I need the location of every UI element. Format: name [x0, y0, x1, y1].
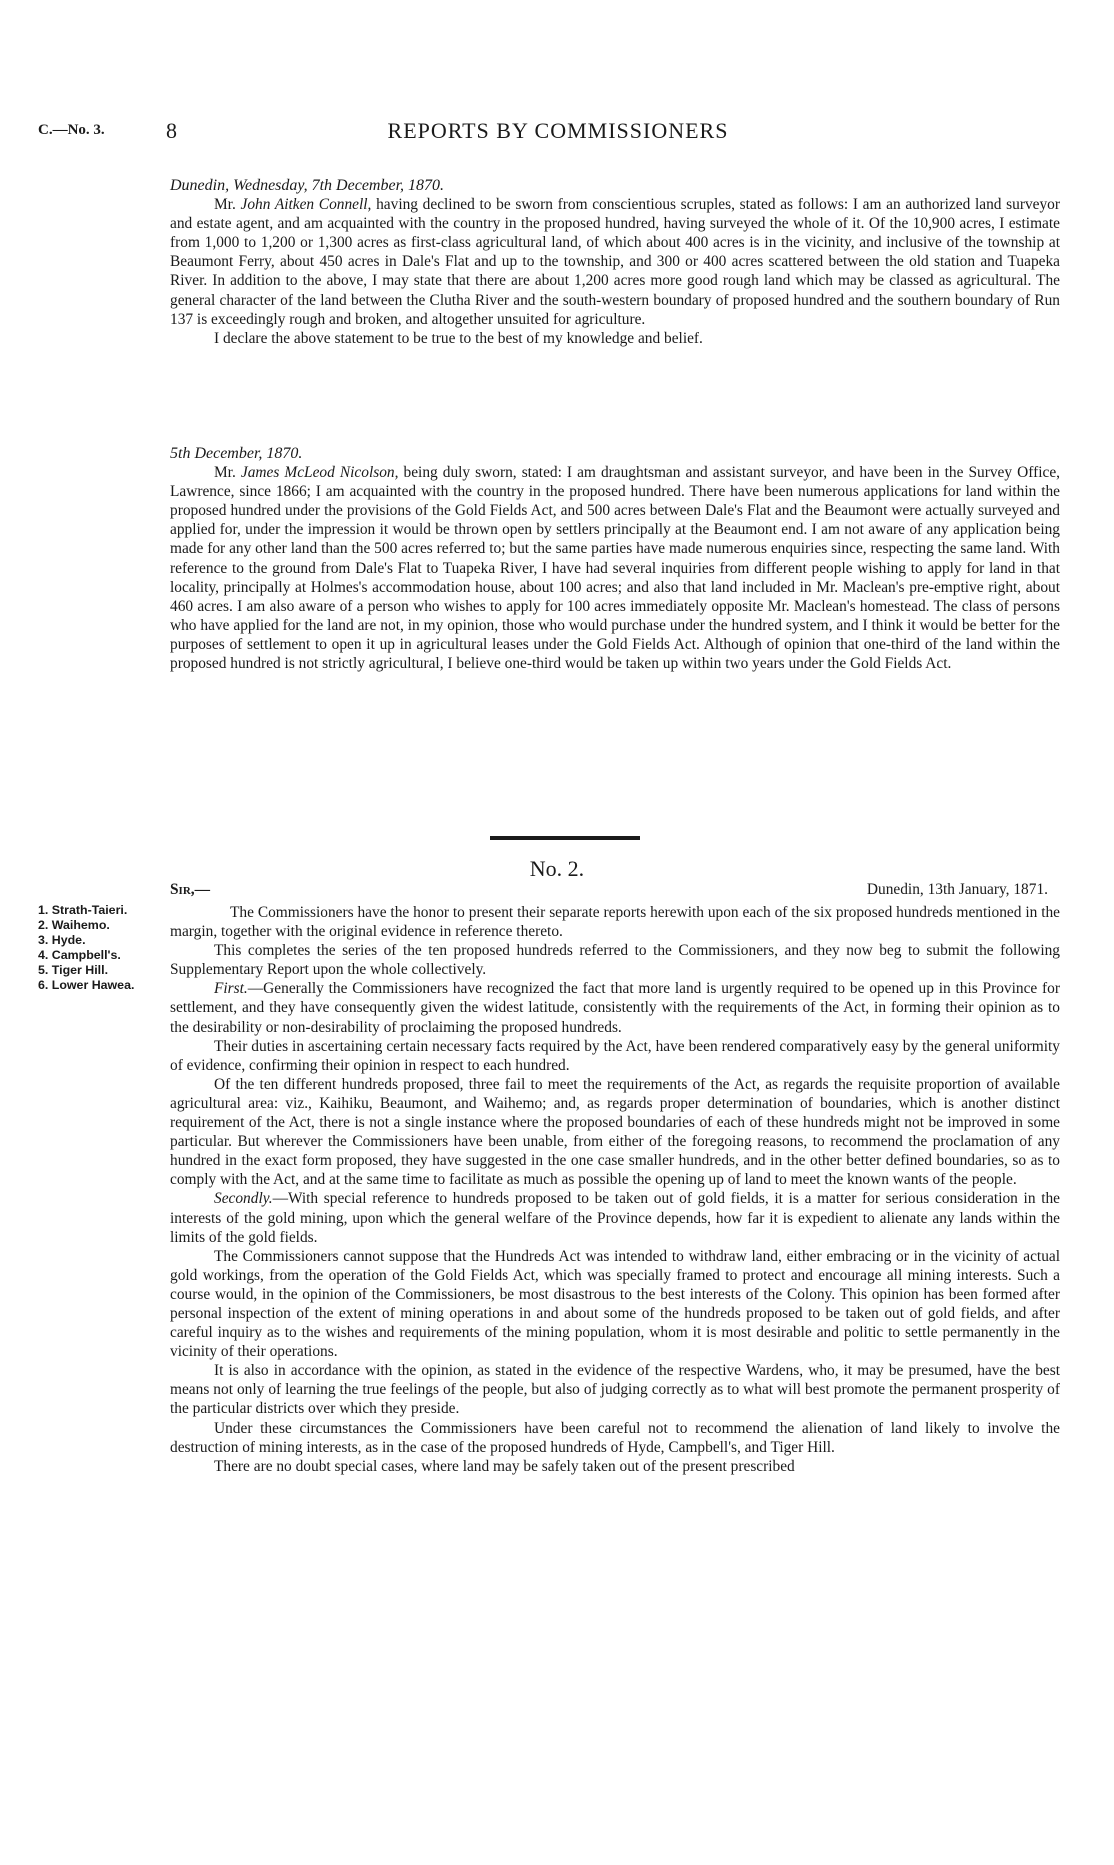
paragraph: There are no doubt special cases, where land may be safely taken out of the present prescribed — [214, 1457, 795, 1475]
connell-statement: Mr. John Aitken Connell, having declined to be sworn from conscientious scruples, stated as follows: I am an authorized land surveyor and estate agent, and am acquainted with the country in the proposed hundred, having surveyed the whole of it. Of the 10,900 acres, I estimate from 1,000 to 1,200 or 1,300 acres as first-class agricultural land, of which about 400 acres is in the vicinity, and inclusive of the township at Beaumont Ferry, about 450 acres in Dale's Flat and up to the township, and 300 or 400 acres scattered between the old station and Tuapeka River. In addition to the above, I may state that there are about 1,200 acres more good rough land which may be classed as agricultural. The general character of the land between the Clutha River and the south-western boundary of proposed hundred and the southern boundary of Run 137 is exceedingly rough and broken, and altogether unsuited for agriculture. — [170, 196, 1061, 328]
paragraph: The Commissioners have the honor to present their separate reports herewith upon each of the six proposed hundreds mentioned in the margin, together with the original evidence in reference thereto. — [170, 904, 1060, 941]
paragraph: Secondly.—With special reference to hundreds proposed to be taken out of gold fields, it is a matter for serious consideration in the interests of the gold mining, upon which the general welfare of the Province depends, how far it is expedient to alienate any lands within the limits of the gold fields. — [170, 1190, 1060, 1246]
page-header — [38, 118, 1078, 148]
connell-declaration: I declare the above statement to be true to the best of my knowledge and belief. — [214, 329, 703, 347]
margin-item: 6. Lower Hawea. — [38, 978, 135, 992]
paragraph: Of the ten different hundreds proposed, three fail to meet the requirements of the Act, as regards the requisite proportion of available agricultural area: viz., Kaihiku, Beaumont, and Waihemo; and, as regards proper determination of boundaries, which is another distinct requirement of the Act, there is not a single instance where the proposed boundaries of each of these hundreds might not be improved in some particular. But wherever the Commissioners have been unable, from either of the foregoing reasons, to recommend the proclamation of any hundred in the exact form proposed, they have suggested in the one case smaller hundreds, and in the other better defined boundaries, so as to comply with the Act, and at the same time to facilitate as much as possible the opening up of land to meet the known wants of the people. — [170, 1075, 1060, 1189]
statement-text: being duly sworn, stated: I am draughtsman and assistant surveyor, and have been in the Survey Office, Lawrence, since 1866; I am acquainted with the country in the proposed hundred. There have been numerous applications for land within the proposed hundred under the provisions of the Gold Fields Act, and 500 acres between Dale's Flat and the Beaumont were actually surveyed and applied for, under the impression it would be thrown open by settlers principally at the Beaumont end. I am not aware of any application being made for any other land than the 500 acres referred to; but the same parties have made numerous enquiries since, respecting the same land. With reference to the ground from Dale's Flat to Tuapeka River, I have had several inquiries from different people wishing to apply for land in that locality, principally at Holmes's accommodation house, about 100 acres; and also that land included in Mr. Maclean's pre-emptive right, about 460 acres. I am also aware of a person who wishes to apply for 100 acres immediately opposite Mr. Maclean's homestead. The class of persons who have applied for the land are not, in my opinion, those who would purchase under the hundred system, and I think it would be better for the purposes of settlement to open it up in agricultural leases under the Gold Fields Act. Although of opinion that one-third of the land within the proposed hundred is not strictly agricultural, I believe one-third would be taken up within two years under the Gold Fields Act. — [170, 464, 1061, 673]
paragraph: The Commissioners cannot suppose that the Hundreds Act was intended to withdraw land, either embracing or in the vicinity of actual gold workings, from the operation of the Gold Fields Act, which was specially framed to protect and encourage all mining interests. Such a course would, in the opinion of the Commissioners, be most disastrous to the best interests of the Colony. This opinion has been formed after personal inspection of the extent of mining operations in and about some of the hundreds proposed to be taken out of gold fields, and after careful inquiry as to the wishes and requirements of the mining population, whom it is most desirable and politic to settle permanently in the vicinity of their operations. — [170, 1247, 1060, 1361]
connell-evidence — [170, 176, 1060, 348]
salutation: Sir,— — [170, 881, 211, 898]
paragraph: Their duties in ascertaining certain necessary facts required by the Act, have been rendered comparatively easy by the general uniformity of evidence, confirming their opinion in respect to each hundred. — [170, 1037, 1060, 1074]
letter-date: Dunedin, 13th January, 1871. — [866, 881, 1048, 898]
salutation-line — [170, 881, 1060, 901]
margin-item: 2. Waihemo. — [38, 918, 110, 932]
margin-item: 5. Tiger Hill. — [38, 963, 109, 977]
paper-code: C.—No. 3. — [38, 122, 105, 138]
section-divider — [490, 836, 640, 840]
paragraph: It is also in accordance with the opinion, as stated in the evidence of the respective Wardens, who, it may be presumed, have the best means not only of learning the true feelings of the people, but also of judging correctly as to what will best promote the permanent prosperity of the particular districts over which they preside. — [170, 1362, 1060, 1418]
paragraph-lead: First. — [214, 980, 248, 998]
page-number: 8 — [166, 118, 177, 143]
section-heading: No. 2. — [529, 856, 585, 881]
witness-name: James McLeod Nicolson, — [240, 464, 399, 482]
connell-dateline: Dunedin, Wednesday, 7th December, 1870. — [170, 177, 445, 194]
statement-text: having declined to be sworn from conscientious scruples, stated as follows: I am an authorized land surveyor and estate agent, and am acquainted with the country in the proposed hundred, having surveyed the whole of it. Of the 10,900 acres, I estimate from 1,000 to 1,200 or 1,300 acres as first-class agricultural land, of which about 400 acres is in the vicinity, and inclusive of the township at Beaumont Ferry, about 450 acres in Dale's Flat and up to the township, and 300 or 400 acres scattered between the old station and Tuapeka River. In addition to the above, I may state that there are about 1,200 acres more good rough land which may be classed as agricultural. The general character of the land between the Clutha River and the south-western boundary of proposed hundred and the southern boundary of Run 137 is exceedingly rough and broken, and altogether unsuited for agriculture. — [170, 196, 1061, 328]
supplementary-report — [170, 903, 1060, 1476]
margin-hundreds-list — [38, 903, 168, 993]
witness-name: John Aitken Connell, — [240, 196, 372, 214]
margin-item: 1. Strath-Taieri. — [38, 903, 128, 917]
paragraph: Under these circumstances the Commissioners have been careful not to recommend the alienation of land likely to involve the destruction of mining interests, as in the case of the proposed hundreds of Hyde, Campbell's, and Tiger Hill. — [170, 1419, 1060, 1456]
paragraph: First.—Generally the Commissioners have recognized the fact that more land is urgently required to be opened up in this Province for settlement, and they have consequently given the widest latitude, consistently with the requirements of the Act, in forming their opinion as to the desirability or non-desirability of proclaiming the proposed hundreds. — [170, 980, 1060, 1036]
nicolson-dateline: 5th December, 1870. — [170, 445, 303, 462]
nicolson-statement: Mr. James McLeod Nicolson, being duly sworn, stated: I am draughtsman and assistant surveyor, and have been in the Survey Office, Lawrence, since 1866; I am acquainted with the country in the proposed hundred. There have been numerous applications for land within the proposed hundred under the provisions of the Gold Fields Act, and 500 acres between Dale's Flat and the Beaumont were actually surveyed and applied for, under the impression it would be thrown open by settlers principally at the Beaumont end. I am not aware of any application being made for any other land than the 500 acres referred to; but the same parties have made numerous enquiries since, respecting the same land. With reference to the ground from Dale's Flat to Tuapeka River, I have had several inquiries from different people wishing to apply for land in that locality, principally at Holmes's accommodation house, about 100 acres; and also that land included in Mr. Maclean's pre-emptive right, about 460 acres. I am also aware of a person who wishes to apply for 100 acres immediately opposite Mr. Maclean's homestead. The class of persons who have applied for the land are not, in my opinion, those who would purchase under the hundred system, and I think it would be better for the purposes of settlement to open it up in agricultural leases under the Gold Fields Act. Although of opinion that one-third of the land within the proposed hundred is not strictly agricultural, I believe one-third would be taken up within two years under the Gold Fields Act. — [170, 464, 1061, 673]
paragraph: This completes the series of the ten proposed hundreds referred to the Commissioners, and they now beg to submit the following Supplementary Report upon the whole collectively. — [170, 942, 1060, 979]
running-title: REPORTS BY COMMISSIONERS — [387, 118, 729, 143]
paragraph-lead: Secondly. — [214, 1190, 273, 1208]
nicolson-evidence — [170, 444, 1060, 673]
margin-item: 4. Campbell's. — [38, 948, 121, 962]
margin-item: 3. Hyde. — [38, 933, 86, 947]
